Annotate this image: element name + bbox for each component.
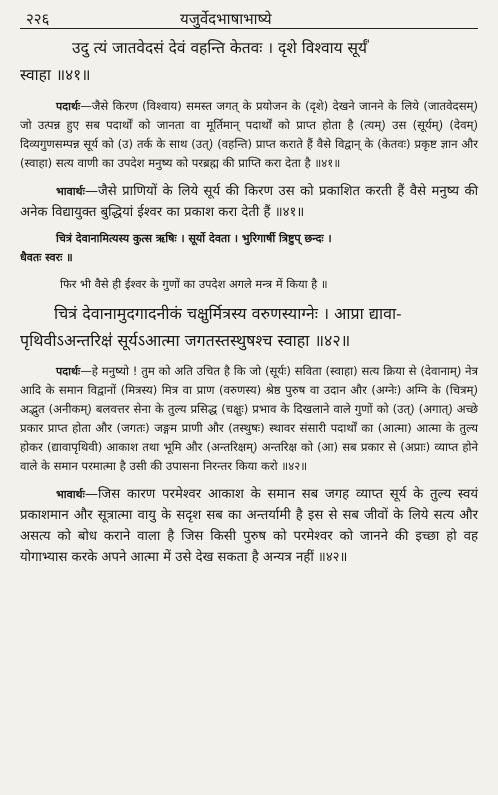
mantra-41-line2: स्वाहा ॥४१॥ <box>20 66 91 84</box>
bhavartha-42 <box>20 484 478 568</box>
intro-42: फिर भी वैसे ही ईश्वर के गुणों का उपदेश अगले मन्त्र में किया है ॥ <box>60 277 328 291</box>
page-header <box>20 6 478 29</box>
padartha-text: —जैसे किरण (विश्वाय) समस्त जगत् के प्रयोजन के (दृशे) देखने जानने के लिये (जातवेदसम्) जो उत्पन्न हुए सब पदार्थों को जानता वा मूर्तिमान् पदार्थों को प्राप्त होता है (त्यम्) उस (सूर्यम्) (देवम्) दिव्यगुणसम्पन्न सूर्य को (उ) तर्क के साथ (उत्) (वहन्ति) प्राप्त कराते हैं वैसे विद्वान् के (केतवः) प्रकृष्ट ज्ञान और (स्वाहा) सत्य वाणी का उपदेश मनुष्य को परब्रह्म की प्राप्ति करा देता है ॥४१॥ <box>20 99 478 170</box>
mantra-41 <box>20 35 478 89</box>
mantra-41-line1: उदु त्यं जातवेदसं देवं वहन्ति केतवः । दृशे विश्वाय सूर्यं॑ <box>72 39 367 57</box>
bhavartha-text: —जैसे प्राणियों के लिये सूर्य की किरण उस को प्रकाशित करती हैं वैसे मनुष्य की अनेक विद्यायुक्त बुद्धियां ईश्वर का प्रकाश करा देती हैं ॥४१॥ <box>20 184 478 220</box>
bhavartha-41 <box>20 181 478 223</box>
padartha-42 <box>20 362 478 476</box>
padartha-label: पदार्थः <box>56 365 81 378</box>
padartha-41 <box>20 97 478 173</box>
meta-line2: धैवतः स्वरः ॥ <box>20 251 73 264</box>
running-title: यजुर्वेदभाषाभाष्ये <box>180 10 272 28</box>
padartha-label: पदार्थः <box>56 100 81 113</box>
mantra-42-line2: पृथिवीऽअन्तरिक्ष॑ सूर्यऽआत्मा जगतस्तस्थुषश्च स्वाहा ॥४२॥ <box>20 331 351 350</box>
mantra-42-line1: चित्रं देवानामुदगादनीकं चक्षुर्मित्रस्य वरुणस्याग्नेः । आप्रा द्यावा- <box>54 304 402 323</box>
mantra-42 <box>20 300 478 354</box>
page-number: २२६ <box>26 10 50 28</box>
bhavartha-text: —जिस कारण परमेश्वर आकाश के समान सब जगह व्याप्त सूर्य के तुल्य स्वयं प्रकाशमान और सूत्रात्मा वायु के सदृश सब का अन्तर्यामी है इस से सब जीवों के लिये सत्य और असत्य को बोध कराने वाला है जिस किसी पुरुष को परमेश्वर को जानने की इच्छा हो वह योगाभ्यास करके अपने आत्मा में उसे देख सकता है अन्यत्र नहीं ॥४२॥ <box>20 487 478 565</box>
padartha-text: —हे मनुष्यो ! तुम को अति उचित है कि जो (सूर्यः) सविता (स्वाहा) सत्य क्रिया से (देवानाम्) नेत्र आदि के समान विद्वानों (मित्रस्य) मित्र वा प्राण (वरुणस्य) श्रेष्ठ पुरुष वा उदान और (अग्नेः) अग्नि के (चित्रम्) अद्भुत (अनीकम्) बलवत्तर सेना के तुल्य प्रसिद्ध (चक्षुः) प्रभाव के दिखलाने वाले गुणों को (उत्) (अगात्) अच्छे प्रकार प्राप्त होता और (जगतः) जङ्गम प्राणी और (तस्थुषः) स्थावर संसारी पदार्थों का (आत्मा) आत्मा के तुल्य होकर (द्यावापृथिवी) आकाश तथा भूमि और (अन्तरिक्षम्) अन्तरिक्ष को (आ) सब प्रकार से (अप्राः) व्याप्त होने वाले के समान परमात्मा है उसी की उपासना निरन्तर किया करो ॥४२॥ <box>20 364 478 473</box>
bhavartha-label: भावार्थः <box>56 488 85 501</box>
meta-line1: चित्रं देवानामित्यस्य कुत्स ऋषिः । सूर्यो देवता । भुरिगार्षी त्रिष्टुप् छन्दः । <box>56 232 332 245</box>
mantra-42-meta <box>20 229 478 267</box>
bhavartha-label: भावार्थः <box>56 185 85 198</box>
